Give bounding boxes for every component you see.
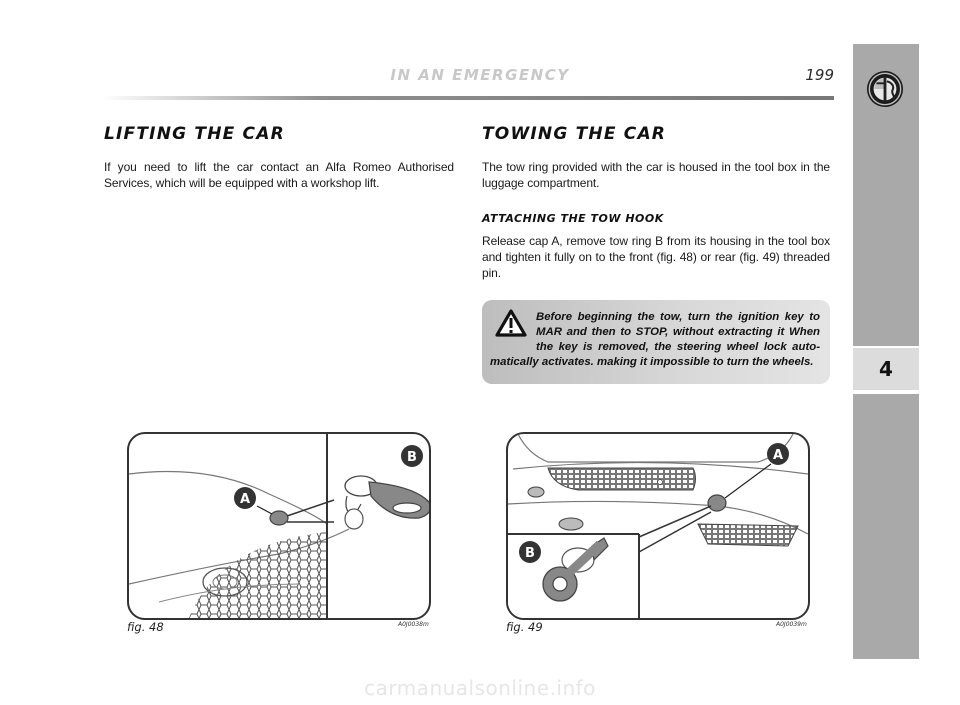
warning-box (482, 300, 830, 384)
figure-49-label-a: A (772, 448, 784, 463)
figure-48-label-b: B (407, 450, 417, 465)
figure-49-label-b: B (525, 546, 535, 561)
figure-48-code: A0J0038m (398, 621, 429, 628)
chapter-number: 4 (879, 357, 893, 381)
rear-bumper-illustration (508, 434, 808, 618)
chapter-tab[interactable] (853, 348, 919, 390)
attaching-body-text: Release cap A, remove tow ring B from its housing in the tool box and tighten it fully on to the front (fig. 48) or rear (fig. 49) threaded pin. (482, 234, 830, 280)
figure-49-image (506, 432, 810, 620)
figure-48-label-a: A (239, 492, 251, 507)
figure-49-caption: fig. 49 (506, 620, 543, 634)
page-number: 199 (805, 66, 834, 84)
towing-section-title: TOWING THE CAR (482, 124, 667, 144)
towing-body-text: The tow ring provided with the car is housed in the tool box in the luggage compartment. (482, 160, 830, 190)
warning-text: Before beginning the tow, turn the ignition key to MAR and then to STOP, without extracting it When the key is removed, the steering wheel lock auto-matically activates. making it impossible to turn the wheels. (490, 311, 820, 368)
front-bumper-illustration (129, 434, 429, 618)
watermark-text: carmanualsonline.info (364, 676, 596, 700)
header-rule (102, 96, 834, 100)
sidebar-bottom-block (853, 394, 919, 659)
figure-48-image (127, 432, 431, 620)
header-section-title: IN AN EMERGENCY (390, 66, 570, 84)
lifting-body-text: If you need to lift the car contact an Alfa Romeo Authorised Services, which will be equipped with a workshop lift. (104, 160, 454, 190)
figure-49-code: A0J0039m (776, 621, 807, 628)
figure-48-caption: fig. 48 (127, 620, 164, 634)
alfa-romeo-logo-icon (866, 70, 904, 108)
attaching-subtitle: ATTACHING THE TOW HOOK (482, 212, 664, 225)
lifting-section-title: LIFTING THE CAR (104, 124, 285, 144)
